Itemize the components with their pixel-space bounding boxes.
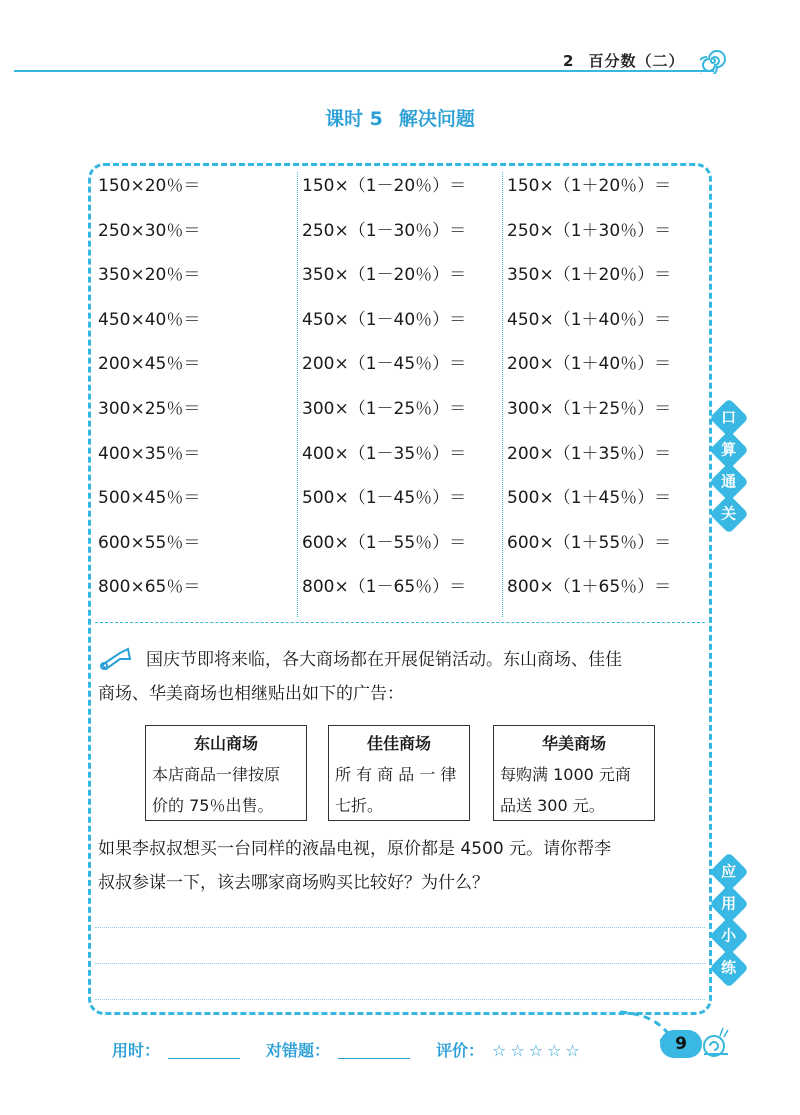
problem-text-line: 叔叔参谋一下，该去哪家商场购买比较好？为什么？ [98, 873, 489, 893]
ad-title: 佳佳商场 [366, 734, 431, 753]
calc-equation: 500×（1＋45％）＝ [507, 488, 672, 509]
ad-text: 价的 75％出售。 [152, 796, 274, 815]
lesson-name: 解决问题 [398, 108, 475, 130]
calc-equation: 150×20％＝ [98, 176, 201, 196]
problem-text-line: 如果李叔叔想买一台同样的液晶电视，原价都是 4500 元。请你帮李 [98, 839, 612, 859]
calc-equation: 450×（1＋40％）＝ [507, 309, 672, 330]
calc-equation: 350×20％＝ [98, 265, 201, 286]
side-badge: 练 [709, 948, 749, 988]
side-badge: 关 [709, 494, 749, 534]
header-rule [14, 70, 714, 72]
chapter-title: 百分数（二） [588, 52, 685, 70]
trumpet-icon [98, 645, 138, 671]
ad-text: 七折。 [335, 796, 384, 815]
calc-equation: 200×（1＋35％）＝ [507, 443, 672, 464]
problem-text-line: 商场、华美商场也相继贴出如下的广告： [98, 684, 404, 704]
side-badge: 通 [709, 462, 749, 502]
calc-equation: 450×40％＝ [98, 309, 201, 330]
ad-text: 本店商品一律按原 [152, 765, 281, 784]
answer-line[interactable] [95, 999, 705, 1000]
rating-label: 评价： [436, 1041, 485, 1060]
calc-equation: 300×25％＝ [98, 398, 201, 419]
calc-equation: 350×（1＋20％）＝ [507, 265, 672, 286]
calc-equation: 250×（1＋30％）＝ [507, 220, 672, 241]
time-label: 用时： [112, 1041, 161, 1060]
calc-equation: 600×（1＋55％）＝ [507, 532, 672, 553]
lesson-title [0, 104, 800, 131]
calc-equation: 800×（1＋65％）＝ [507, 577, 672, 598]
calc-equation: 250×30％＝ [98, 220, 201, 241]
problem-text-line: 国庆节即将来临，各大商场都在开展促销活动。东山商场、佳佳 [98, 643, 710, 677]
rating-stars[interactable]: ☆☆☆☆☆ [492, 1041, 584, 1060]
side-badge: 小 [709, 916, 749, 956]
calc-column-2 [302, 170, 507, 616]
ad-box-dongshan [145, 725, 307, 821]
footer-bar [112, 1038, 584, 1061]
side-badge: 口 [709, 398, 749, 438]
answer-line[interactable] [95, 927, 705, 928]
calc-equation: 200×45％＝ [98, 354, 201, 375]
calc-equation: 350×（1－20％）＝ [302, 265, 467, 286]
calc-equation: 200×（1－45％）＝ [302, 354, 467, 375]
side-badge: 算 [709, 430, 749, 470]
calc-equation: 400×（1－35％）＝ [302, 443, 467, 464]
calc-equation: 800×（1－65％）＝ [302, 577, 467, 598]
calc-equation: 300×（1＋25％）＝ [507, 398, 672, 419]
calc-equation: 150×（1－20％）＝ [302, 176, 467, 196]
ad-text: 品送 300 元。 [500, 796, 605, 815]
ad-title: 华美商场 [541, 734, 606, 753]
column-divider [297, 172, 298, 617]
ad-box-jiajia [328, 725, 470, 821]
ad-title: 东山商场 [193, 734, 258, 753]
time-blank[interactable] [168, 1058, 240, 1059]
calc-equation: 250×（1－30％）＝ [302, 220, 467, 241]
side-badge: 用 [709, 884, 749, 924]
calc-equation: 800×65％＝ [98, 577, 201, 598]
errors-blank[interactable] [338, 1058, 410, 1059]
column-divider [502, 172, 503, 617]
snail-icon [690, 1020, 730, 1060]
calc-equation: 500×45％＝ [98, 488, 201, 509]
calc-equation: 300×（1－25％）＝ [302, 398, 467, 419]
page-number: 9 [660, 1030, 702, 1058]
chapter-header [563, 50, 684, 71]
chapter-number: 2 [563, 52, 575, 70]
calc-equation: 200×（1＋40％）＝ [507, 354, 672, 375]
errors-label: 对错题： [266, 1041, 331, 1060]
answer-line[interactable] [95, 963, 705, 964]
side-badge: 应 [709, 852, 749, 892]
calc-equation: 150×（1＋20％）＝ [507, 176, 672, 196]
calc-equation: 500×（1－45％）＝ [302, 488, 467, 509]
calc-equation: 450×（1－40％）＝ [302, 309, 467, 330]
section-divider [95, 622, 705, 623]
ad-text: 每购满 1000 元商 [500, 765, 631, 784]
ad-box-huamei [493, 725, 655, 821]
calc-column-3 [507, 170, 712, 616]
calc-column-1 [98, 170, 303, 616]
lesson-label: 课时 5 [325, 108, 383, 130]
calc-equation: 600×（1－55％）＝ [302, 532, 467, 553]
ad-text: 所 有 商 品 一 律 [335, 765, 457, 784]
calc-equation: 400×35％＝ [98, 443, 201, 464]
calc-equation: 600×55％＝ [98, 532, 201, 553]
